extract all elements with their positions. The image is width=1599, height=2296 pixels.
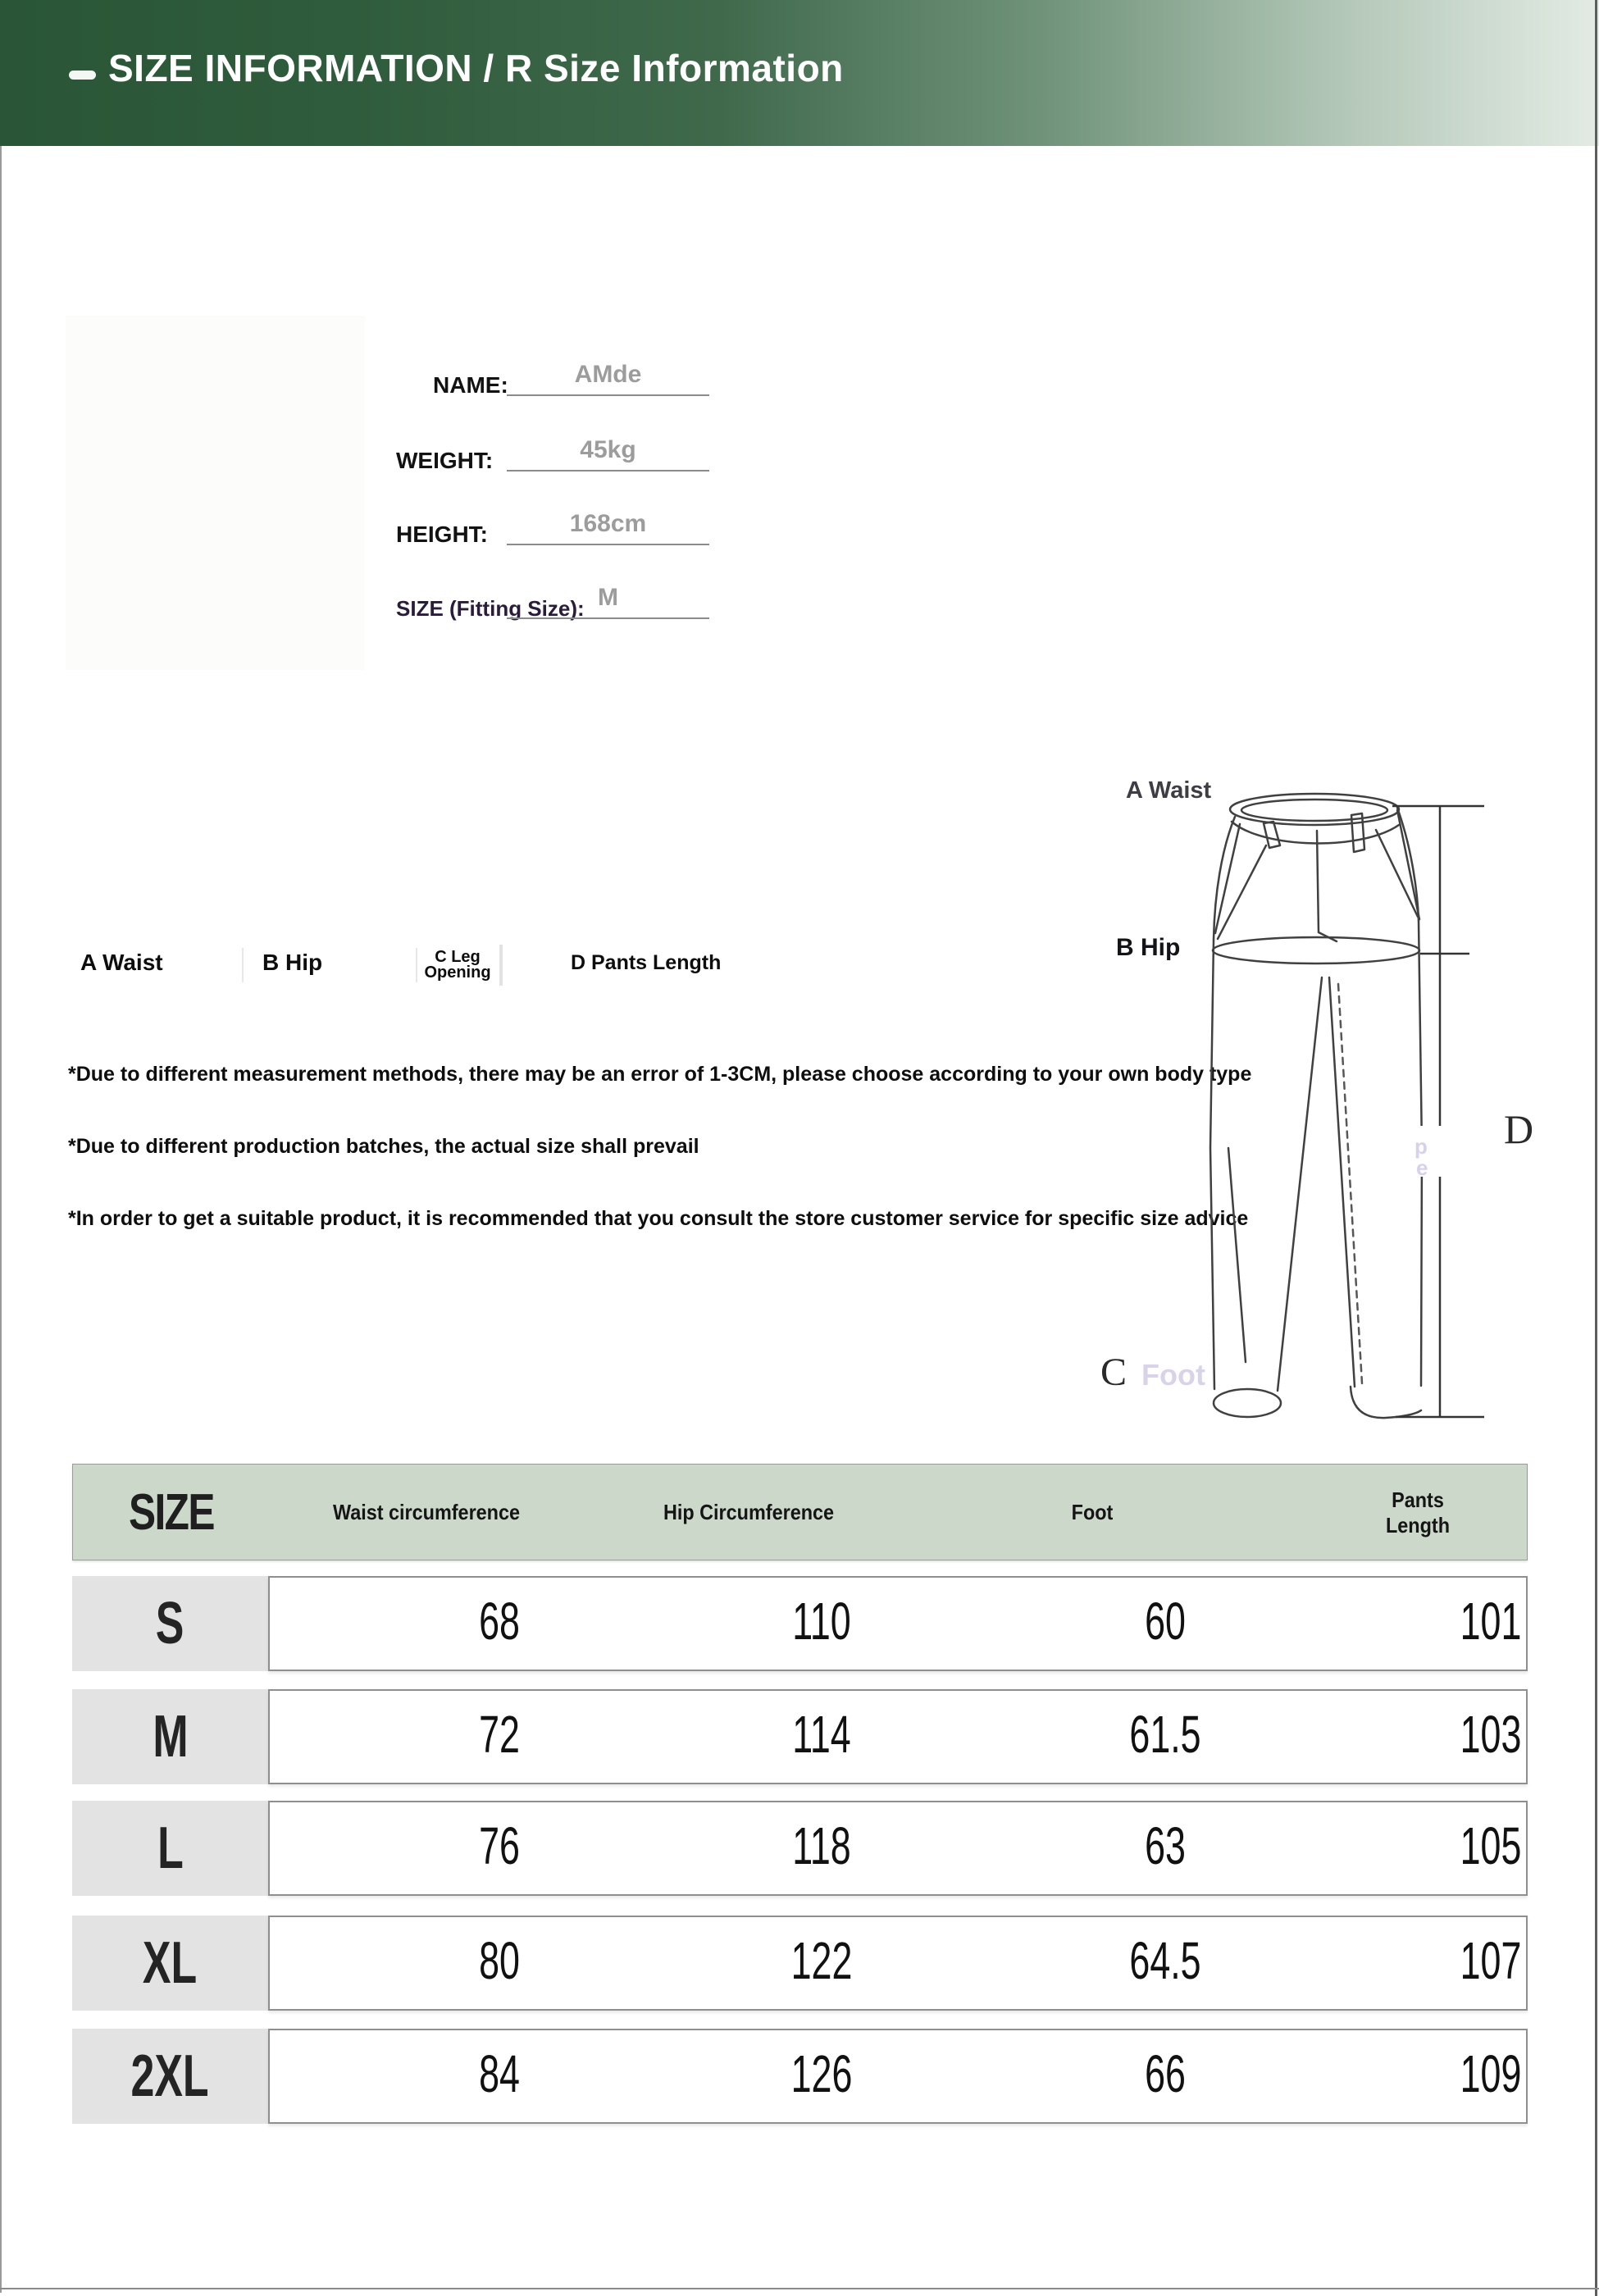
note-consult-service: *In order to get a suitable product, it is recommended that you consult the store customer service for specific size advice	[68, 1207, 1249, 1230]
key-waist-label: A Waist	[80, 950, 163, 975]
hip-value: 114	[792, 1705, 851, 1765]
left-leg-inseam	[1278, 977, 1322, 1391]
length-value: 107	[1460, 1931, 1522, 1991]
size-cell-text: 2XL	[130, 2043, 210, 2109]
size-cell-text: S	[156, 1591, 184, 1656]
waist-value: 80	[479, 1931, 520, 1991]
values-cell	[268, 1689, 1528, 1784]
hip-value: 118	[792, 1816, 851, 1876]
waist-opening-inner	[1241, 800, 1387, 821]
fly-line	[1317, 831, 1337, 941]
length-value: 105	[1460, 1816, 1522, 1876]
size-cell	[72, 1916, 268, 2011]
note-measurement-error: *Due to different measurement methods, there may be an error of 1-3CM, please choose according to your own body type	[68, 1063, 1252, 1086]
page-header	[0, 0, 1599, 146]
key-leg-opening-label: C Leg Opening	[424, 948, 491, 982]
column-header-hip: Hip Circumference	[663, 1500, 835, 1524]
size-table-header	[72, 1464, 1528, 1560]
waist-value: 76	[479, 1816, 520, 1876]
table-row-xl	[72, 1916, 1528, 2011]
diagram-waist-label: A Waist	[1126, 777, 1212, 804]
right-cuff	[1351, 1387, 1421, 1418]
column-header-foot: Foot	[1071, 1500, 1114, 1524]
pants-diagram	[1091, 763, 1599, 1435]
foot-value: 61.5	[1129, 1705, 1201, 1765]
model-name-label: NAME:	[433, 372, 508, 398]
table-row-l	[72, 1801, 1528, 1896]
size-cell-text: L	[157, 1815, 184, 1881]
left-leg-outer-seam	[1210, 941, 1214, 1389]
page-bottom-border	[0, 2288, 1599, 2289]
table-row-s	[72, 1576, 1528, 1671]
erased-label-patch	[1413, 1126, 1447, 1180]
belt-loop-left	[1264, 822, 1280, 848]
values-cell	[268, 1801, 1528, 1896]
waist-value: 72	[479, 1705, 520, 1765]
values-cell	[268, 1576, 1528, 1671]
values-cell	[268, 2029, 1528, 2124]
diagram-foot-letter: C	[1100, 1351, 1128, 1394]
header-dash-icon	[69, 71, 96, 80]
model-weight-label: WEIGHT:	[396, 448, 494, 473]
length-value: 109	[1460, 2044, 1522, 2104]
model-height-label: HEIGHT:	[396, 522, 488, 547]
hip-ellipse	[1213, 937, 1419, 963]
size-cell-text: M	[152, 1704, 189, 1770]
model-photo-placeholder	[66, 316, 365, 670]
size-header-text: SIZE	[128, 1483, 214, 1541]
foot-value: 60	[1145, 1592, 1186, 1651]
length-value: 101	[1460, 1592, 1522, 1651]
key-divider	[416, 948, 417, 982]
table-row-2xl	[72, 2029, 1528, 2124]
left-cuff	[1214, 1389, 1281, 1417]
note-production-batches: *Due to different production batches, the actual size shall prevail	[68, 1135, 699, 1158]
model-weight-value: 45kg	[507, 436, 709, 472]
length-value: 103	[1460, 1705, 1522, 1765]
waist-value: 84	[479, 2044, 520, 2104]
size-header-cell	[73, 1465, 269, 1560]
right-pocket-line-1	[1376, 830, 1418, 917]
page-right-border	[1595, 0, 1597, 2296]
diagram-length-letter: D	[1504, 1106, 1534, 1152]
column-header-pants-length: Pants Length	[1386, 1487, 1450, 1538]
hip-value: 126	[790, 2044, 853, 2104]
diagram-hip-label: B Hip	[1116, 934, 1181, 961]
page-title: SIZE INFORMATION / R Size Information	[108, 47, 844, 89]
size-cell	[72, 1689, 268, 1784]
table-row-m	[72, 1689, 1528, 1784]
size-cell	[72, 1576, 268, 1671]
hip-value: 122	[790, 1931, 853, 1991]
size-cell	[72, 2029, 268, 2124]
page-left-border	[0, 146, 2, 2293]
diagram-foot-word: Foot	[1141, 1358, 1205, 1392]
foot-value: 64.5	[1129, 1931, 1201, 1991]
size-cell	[72, 1801, 268, 1896]
model-size-label: SIZE (Fitting Size):	[396, 596, 585, 621]
values-cell	[268, 1916, 1528, 2011]
size-cell-text: XL	[143, 1930, 198, 1996]
key-divider	[242, 948, 244, 982]
key-pants-length-label: D Pants Length	[571, 951, 722, 974]
model-size-value: M	[507, 584, 709, 619]
model-height-value: 168cm	[507, 510, 709, 545]
hip-value: 110	[792, 1592, 851, 1651]
key-divider	[499, 945, 503, 986]
column-header-waist: Waist circumference	[332, 1500, 521, 1524]
svg-text:e: e	[1416, 1155, 1428, 1180]
svg-text:p: p	[1414, 1134, 1428, 1159]
foot-value: 66	[1145, 2044, 1186, 2104]
left-leg-crease	[1228, 1148, 1246, 1362]
right-pocket-line-2	[1397, 810, 1419, 919]
key-hip-label: B Hip	[262, 950, 323, 975]
foot-value: 63	[1145, 1816, 1186, 1876]
model-name-value: AMde	[507, 361, 709, 396]
waist-value: 68	[479, 1592, 520, 1651]
